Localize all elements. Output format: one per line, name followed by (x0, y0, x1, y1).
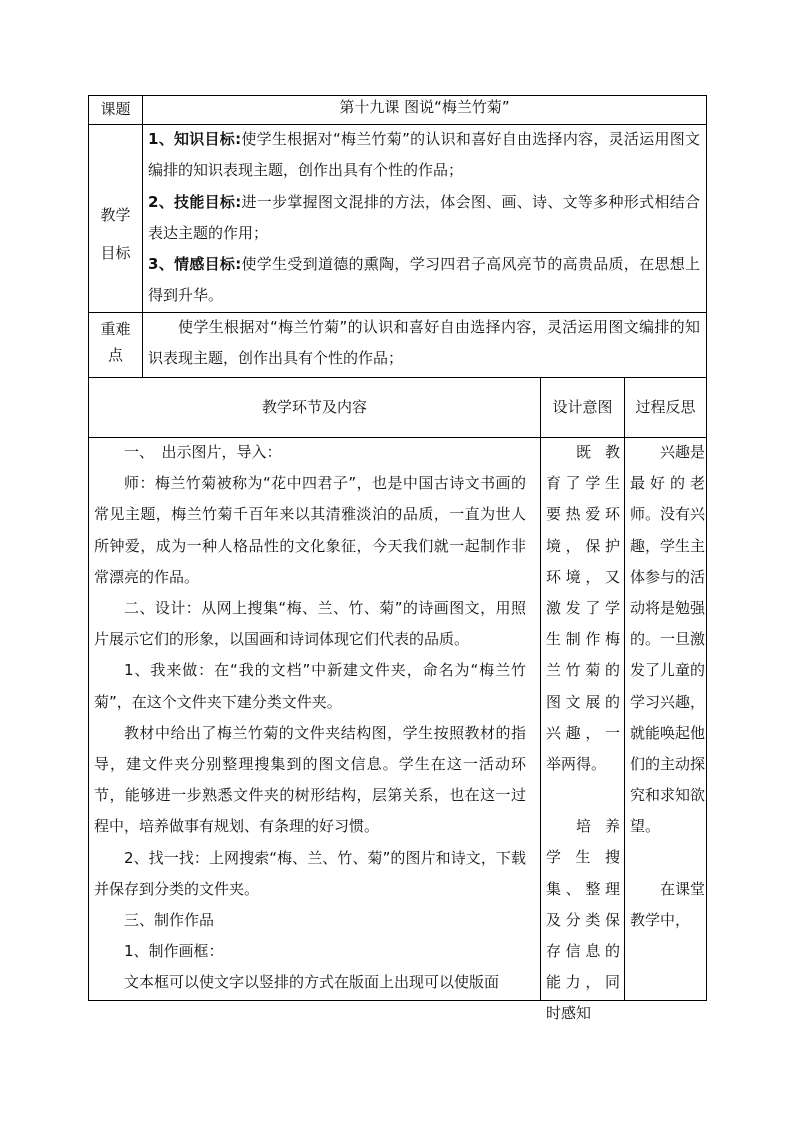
difficulty-text: 使学生根据对“梅兰竹菊”的认识和喜好自由选择内容，灵活运用图文编排的知识表现主题，创作出具有个性的作品； (148, 318, 700, 367)
design-intent (546, 437, 620, 1023)
goals-label-line-2: 目标 (100, 244, 131, 262)
emotion-goal-lead: 3、情感目标 (148, 255, 236, 274)
label-column-divider (142, 95, 143, 378)
column-header-content: 教学环节及内容 (261, 398, 367, 416)
goals-content (148, 124, 700, 312)
process-reflection (630, 437, 705, 999)
difficulty-content (148, 312, 700, 374)
step-search: 2、找一找：上网搜索“梅、兰、竹、菊”的图片和诗文，下载并保存到分类的文件夹。 (94, 848, 526, 898)
design-column-divider (540, 377, 541, 1001)
reflection-column-divider (624, 377, 625, 1001)
knowledge-goal-lead: 1、知识目标 (148, 130, 236, 148)
column-header-design: 设计意图 (552, 398, 613, 416)
folder-guidance: 教材中给出了梅兰竹菊的文件夹结构图，学生按照教材的指导，建文件夹分别整理搜集到的图文信息。学生在这一活动环节，能够进一步熟悉文件夹的树形结构，层第关系，也在这一过程中，培养做事有规划、有条理的好习惯。 (94, 723, 526, 836)
teaching-content (94, 437, 526, 999)
skill-goal: 2、技能目标:进一步掌握图文混排的方法，体会图、画、诗、文等多种形式相结合表达主题的作用； (148, 192, 700, 242)
goals-label-line-1: 教学 (100, 206, 131, 224)
emotion-goal-text: 使学生受到道德的熏陶，学习四君子高风亮节的高贵品质，在思想上得到升华。 (148, 255, 700, 305)
teacher-intro: 师：梅兰竹菊被称为“花中四君子”，也是中国古诗文书画的常见主题，梅兰竹菊千百年来以其清雅淡泊的品质，一直为世人所钟爱，成为一种人格品性的文化象征，今天我们就一起制作非常漂亮的作品。 (94, 474, 526, 586)
reflection-1: 兴趣是最好的老师。没有兴趣，学生主体参与的活动将是勉强的。一旦激发了儿童的学习兴趣，就能唤起他们的主动探究和求知欲望。 (630, 443, 706, 836)
step-frame: 1、制作画框： (124, 942, 224, 961)
table-border-right (706, 95, 707, 1001)
knowledge-goal-text: 使学生根据对“梅兰竹菊”的认识和喜好自由选择内容，灵活运用图文编排的知识表现主题，创作出具有个性的作品； (148, 130, 700, 180)
section-intro: 一、 出示图片，导入： (124, 443, 282, 461)
difficulty-label: 重难 点 (100, 320, 131, 364)
skill-goal-text: 进一步掌握图文混排的方法，体会图、画、诗、文等多种形式相结合表达主题的作用； (148, 192, 700, 242)
emotion-goal: 3、情感目标:使学生受到道德的熏陶，学习四君子高风亮节的高贵品质，在思想上得到升华。 (148, 255, 700, 305)
reflection-2: 在课堂教学中， (630, 879, 706, 929)
step-make-folders: 1、我来做：在“我的文档”中新建文件夹，命名为“梅兰竹菊”，在这个文件夹下建分类文件夹。 (94, 661, 526, 711)
table-divider-difficulty (88, 377, 707, 378)
topic-label: 课题 (100, 100, 131, 118)
knowledge-goal: 1、知识目标:使学生根据对“梅兰竹菊”的认识和喜好自由选择内容，灵活运用图文编排的知识表现主题，创作出具有个性的作品； (148, 130, 700, 180)
design-intent-2: 培养学生搜集、整理及分类保存信息的能力，同时感知 (546, 817, 620, 1023)
section-design: 二、设计：从网上搜集“梅、兰、竹、菊”的诗画图文，用照片展示它们的形象，以国画和诗词体现它们代表的品质。 (94, 599, 526, 649)
column-header-reflection: 过程反思 (635, 398, 696, 416)
goals-label (89, 196, 142, 272)
section-make-work: 三、制作作品 (124, 911, 215, 930)
topic-title: 第十九课 图说“梅兰竹菊” (339, 98, 510, 116)
skill-goal-lead: 2、技能目标 (148, 192, 236, 211)
textbox-explain: 文本框可以使文字以竖排的方式在版面上出现可以使版面 (124, 973, 500, 992)
design-intent-1: 既教育了学生要热爱环境，保护环境，又激发了学生制作梅兰竹菊的图文展的兴趣，一举两得。 (546, 443, 620, 774)
